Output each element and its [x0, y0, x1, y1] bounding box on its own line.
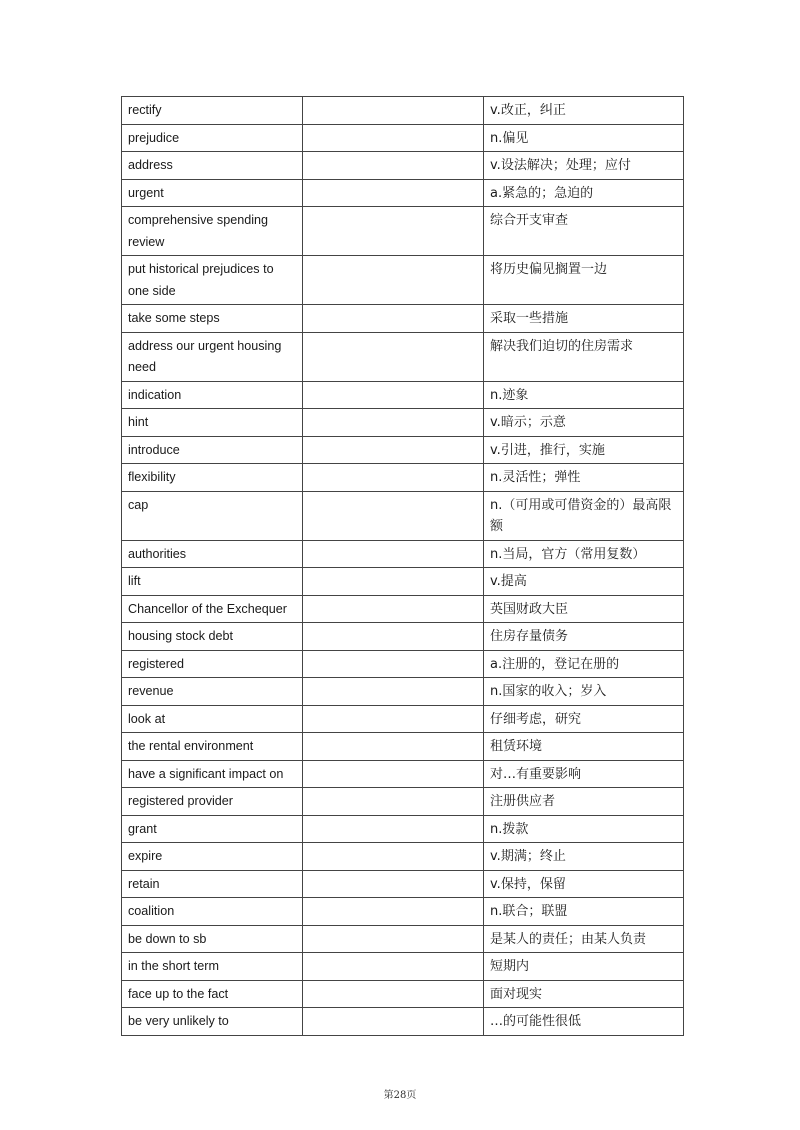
chinese-meaning-cell: 将历史偏见搁置一边 [484, 256, 684, 305]
english-term-cell: the rental environment [122, 733, 303, 761]
blank-answer-cell [303, 678, 484, 706]
vocabulary-row [122, 97, 684, 125]
english-term-cell: registered provider [122, 788, 303, 816]
english-term-cell: indication [122, 381, 303, 409]
english-term-cell: look at [122, 705, 303, 733]
blank-answer-cell [303, 152, 484, 180]
vocabulary-row [122, 733, 684, 761]
blank-answer-cell [303, 179, 484, 207]
english-term-cell: address [122, 152, 303, 180]
blank-answer-cell [303, 207, 484, 256]
chinese-meaning-cell: v.设法解决；处理；应付 [484, 152, 684, 180]
vocabulary-row [122, 256, 684, 305]
blank-answer-cell [303, 1008, 484, 1036]
vocabulary-row [122, 124, 684, 152]
chinese-meaning-cell: v.改正，纠正 [484, 97, 684, 125]
english-term-cell: introduce [122, 436, 303, 464]
english-term-cell: take some steps [122, 305, 303, 333]
chinese-meaning-cell: v.期满；终止 [484, 843, 684, 871]
chinese-meaning-cell: 采取一些措施 [484, 305, 684, 333]
blank-answer-cell [303, 953, 484, 981]
blank-answer-cell [303, 788, 484, 816]
english-term-cell: address our urgent housing need [122, 332, 303, 381]
vocabulary-row [122, 843, 684, 871]
chinese-meaning-cell: n.联合；联盟 [484, 898, 684, 926]
blank-answer-cell [303, 650, 484, 678]
chinese-meaning-cell: n.国家的收入；岁入 [484, 678, 684, 706]
blank-answer-cell [303, 381, 484, 409]
blank-answer-cell [303, 256, 484, 305]
vocabulary-row [122, 332, 684, 381]
english-term-cell: put historical prejudices to one side [122, 256, 303, 305]
english-term-cell: coalition [122, 898, 303, 926]
english-term-cell: authorities [122, 540, 303, 568]
blank-answer-cell [303, 540, 484, 568]
english-term-cell: revenue [122, 678, 303, 706]
english-term-cell: housing stock debt [122, 623, 303, 651]
blank-answer-cell [303, 870, 484, 898]
blank-answer-cell [303, 815, 484, 843]
chinese-meaning-cell: a.紧急的；急迫的 [484, 179, 684, 207]
chinese-meaning-cell: 仔细考虑，研究 [484, 705, 684, 733]
blank-answer-cell [303, 898, 484, 926]
vocabulary-row [122, 540, 684, 568]
vocabulary-row [122, 623, 684, 651]
vocabulary-row [122, 678, 684, 706]
chinese-meaning-cell: n.拨款 [484, 815, 684, 843]
english-term-cell: lift [122, 568, 303, 596]
blank-answer-cell [303, 491, 484, 540]
vocabulary-row [122, 464, 684, 492]
vocabulary-row [122, 815, 684, 843]
vocabulary-row [122, 705, 684, 733]
vocabulary-row [122, 760, 684, 788]
blank-answer-cell [303, 843, 484, 871]
english-term-cell: retain [122, 870, 303, 898]
chinese-meaning-cell: 对…有重要影响 [484, 760, 684, 788]
chinese-meaning-cell: 面对现实 [484, 980, 684, 1008]
vocabulary-row [122, 409, 684, 437]
vocabulary-row [122, 491, 684, 540]
chinese-meaning-cell: v.引进，推行，实施 [484, 436, 684, 464]
english-term-cell: cap [122, 491, 303, 540]
blank-answer-cell [303, 925, 484, 953]
english-term-cell: hint [122, 409, 303, 437]
blank-answer-cell [303, 464, 484, 492]
chinese-meaning-cell: v.暗示；示意 [484, 409, 684, 437]
english-term-cell: face up to the fact [122, 980, 303, 1008]
vocabulary-row [122, 436, 684, 464]
blank-answer-cell [303, 760, 484, 788]
chinese-meaning-cell: …的可能性很低 [484, 1008, 684, 1036]
vocabulary-row [122, 788, 684, 816]
blank-answer-cell [303, 733, 484, 761]
page-number: 第28页 [383, 1090, 417, 1101]
english-term-cell: urgent [122, 179, 303, 207]
chinese-meaning-cell: n.（可用或可借资金的）最高限额 [484, 491, 684, 540]
blank-answer-cell [303, 97, 484, 125]
chinese-meaning-cell: n.灵活性；弹性 [484, 464, 684, 492]
blank-answer-cell [303, 980, 484, 1008]
english-term-cell: in the short term [122, 953, 303, 981]
blank-answer-cell [303, 623, 484, 651]
blank-answer-cell [303, 568, 484, 596]
vocabulary-row [122, 595, 684, 623]
blank-answer-cell [303, 409, 484, 437]
chinese-meaning-cell: 短期内 [484, 953, 684, 981]
blank-answer-cell [303, 705, 484, 733]
chinese-meaning-cell: 住房存量债务 [484, 623, 684, 651]
vocabulary-row [122, 568, 684, 596]
blank-answer-cell [303, 332, 484, 381]
vocabulary-row [122, 870, 684, 898]
chinese-meaning-cell: v.保持，保留 [484, 870, 684, 898]
english-term-cell: be down to sb [122, 925, 303, 953]
vocabulary-row [122, 152, 684, 180]
blank-answer-cell [303, 124, 484, 152]
chinese-meaning-cell: 是某人的责任；由某人负责 [484, 925, 684, 953]
chinese-meaning-cell: 解决我们迫切的住房需求 [484, 332, 684, 381]
blank-answer-cell [303, 305, 484, 333]
english-term-cell: grant [122, 815, 303, 843]
english-term-cell: have a significant impact on [122, 760, 303, 788]
blank-answer-cell [303, 595, 484, 623]
vocabulary-row [122, 925, 684, 953]
english-term-cell: expire [122, 843, 303, 871]
english-term-cell: comprehensive spending review [122, 207, 303, 256]
chinese-meaning-cell: n.偏见 [484, 124, 684, 152]
english-term-cell: Chancellor of the Exchequer [122, 595, 303, 623]
chinese-meaning-cell: n.迹象 [484, 381, 684, 409]
vocabulary-row [122, 898, 684, 926]
english-term-cell: flexibility [122, 464, 303, 492]
chinese-meaning-cell: 英国财政大臣 [484, 595, 684, 623]
english-term-cell: registered [122, 650, 303, 678]
vocabulary-row [122, 650, 684, 678]
vocabulary-table-body [122, 97, 684, 1036]
vocabulary-row [122, 953, 684, 981]
vocabulary-row [122, 179, 684, 207]
vocabulary-row [122, 207, 684, 256]
vocabulary-row [122, 980, 684, 1008]
vocabulary-row [122, 305, 684, 333]
chinese-meaning-cell: 注册供应者 [484, 788, 684, 816]
chinese-meaning-cell: 综合开支审查 [484, 207, 684, 256]
chinese-meaning-cell: n.当局，官方（常用复数） [484, 540, 684, 568]
blank-answer-cell [303, 436, 484, 464]
chinese-meaning-cell: a.注册的，登记在册的 [484, 650, 684, 678]
vocabulary-row [122, 1008, 684, 1036]
english-term-cell: be very unlikely to [122, 1008, 303, 1036]
chinese-meaning-cell: v.提高 [484, 568, 684, 596]
chinese-meaning-cell: 租赁环境 [484, 733, 684, 761]
vocabulary-table [121, 96, 684, 1036]
english-term-cell: prejudice [122, 124, 303, 152]
english-term-cell: rectify [122, 97, 303, 125]
vocabulary-row [122, 381, 684, 409]
